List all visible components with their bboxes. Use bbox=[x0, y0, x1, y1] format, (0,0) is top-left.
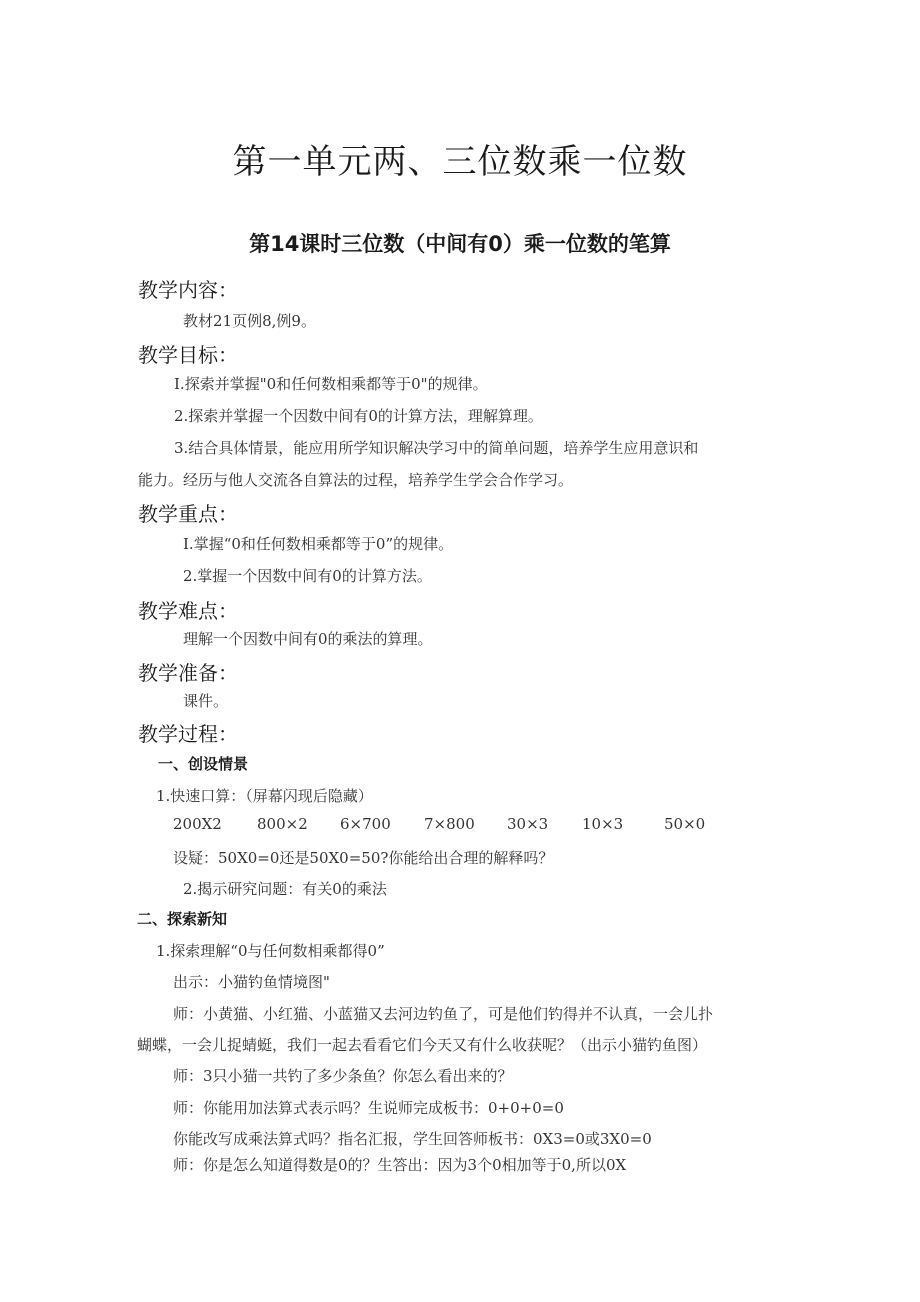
teacher-line: 师：3只小猫一共钓了多少条鱼？你怎么看出来的？ bbox=[173, 1067, 513, 1085]
calc-item: 200X2 bbox=[173, 815, 222, 833]
section-1-title: 一、创设情景 bbox=[158, 755, 249, 773]
calc-item: 30×3 bbox=[507, 815, 549, 833]
key-point-item: I.掌握“0和任何数相乘都等于0”的规律。 bbox=[183, 535, 454, 553]
ask-line: 你能改写成乘法算式吗？指名汇报，学生回答师板书：0X3=0或3X0=0 bbox=[173, 1130, 652, 1148]
preparation-text: 课件。 bbox=[183, 692, 229, 710]
process-heading: 教学过程： bbox=[138, 722, 238, 746]
calc-item: 50×0 bbox=[664, 815, 706, 833]
goal-item: 2.探索并掌握一个因数中间有0的计算方法，理解算理。 bbox=[174, 407, 543, 425]
teacher-line: 师：小黄猫、小红猫、小蓝猫又去河边钓鱼了，可是他们钓得并不认真，一会儿扑 bbox=[173, 1005, 714, 1023]
goal-item-continued: 能力。经历与他人交流各自算法的过程，培养学生学会合作学习。 bbox=[138, 471, 574, 489]
calc-item: 800×2 bbox=[257, 815, 308, 833]
lesson-title: 第14课时三位数（中间有0）乘一位数的笔算 bbox=[249, 232, 671, 256]
difficulty-heading: 教学难点： bbox=[138, 599, 238, 623]
section-1-item: 1.快速口算：（屏幕闪现后隐藏） bbox=[156, 787, 373, 805]
calc-item: 7×800 bbox=[424, 815, 475, 833]
teacher-line: 师：你能用加法算式表示吗？生说师完成板书：0+0+0=0 bbox=[173, 1099, 564, 1117]
teacher-line: 师：你是怎么知道得数是0的？生答出：因为3个0相加等于0,所以0X bbox=[173, 1156, 627, 1174]
content-text: 教材21页例8,例9。 bbox=[183, 312, 316, 330]
preparation-heading: 教学准备： bbox=[138, 661, 238, 685]
goal-item: I.探索并掌握"0和任何数相乘都等于0"的规律。 bbox=[174, 375, 488, 393]
difficulty-text: 理解一个因数中间有0的乘法的算理。 bbox=[183, 630, 433, 648]
section-2-item: 1.探索理解“0与任何数相乘都得0” bbox=[156, 942, 385, 960]
question-text: 设疑：50X0=0还是50X0=50?你能给出合理的解释吗？ bbox=[173, 849, 554, 867]
goals-heading: 教学目标： bbox=[138, 343, 238, 367]
section-1-item: 2.揭示研究问题：有关0的乘法 bbox=[183, 880, 387, 898]
key-point-item: 2.掌握一个因数中间有0的计算方法。 bbox=[183, 567, 432, 585]
show-text: 出示：小猫钓鱼情境图" bbox=[173, 973, 330, 991]
calc-item: 6×700 bbox=[340, 815, 391, 833]
content-heading: 教学内容： bbox=[138, 278, 238, 302]
section-2-title: 二、探索新知 bbox=[137, 910, 228, 928]
calc-item: 10×3 bbox=[582, 815, 624, 833]
teacher-line-continued: 蝴蝶，一会儿捉蜻蜓，我们一起去看看它们今天又有什么收获呢？（出示小猫钓鱼图） bbox=[137, 1036, 708, 1054]
key-points-heading: 教学重点： bbox=[138, 502, 238, 526]
goal-item: 3.结合具体情景，能应用所学知识解决学习中的简单问题，培养学生应用意识和 bbox=[174, 439, 699, 457]
unit-title: 第一单元两、三位数乘一位数 bbox=[232, 142, 688, 182]
